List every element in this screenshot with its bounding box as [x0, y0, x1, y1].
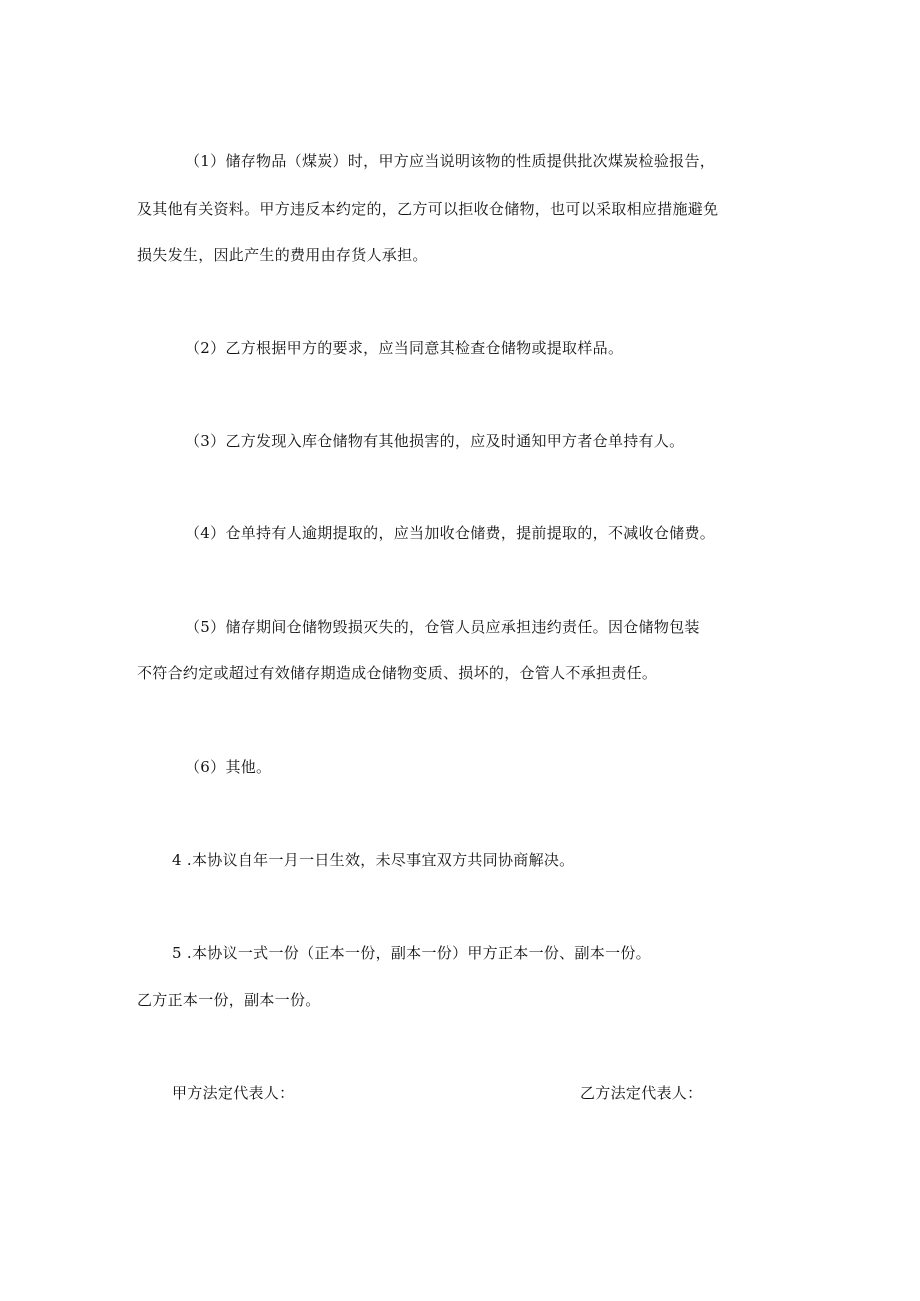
clause-5-line-2: 不符合约定或超过有效储存期造成仓储物变质、损坏的，仓管人不承担责任。 [137, 664, 658, 682]
item-5-line-1: 5 .本协议一式一份（正本一份，副本一份）甲方正本一份、副本一份。 [172, 944, 651, 962]
clause-1-line-1: （1）储存物品（煤炭）时，甲方应当说明该物的性质提供批次煤炭检验报告， [185, 152, 716, 170]
clause-5-line-1: （5）储存期间仓储物毁损灭失的，仓管人员应承担违约责任。因仓储物包装 [185, 618, 700, 636]
party-b-signature-label: 乙方法定代表人： [580, 1084, 703, 1102]
item-4: 4 .本协议自年一月一日生效，未尽事宜双方共同协商解决。 [172, 851, 575, 869]
clause-4: （4）仓单持有人逾期提取的，应当加收仓储费，提前提取的，不减收仓储费。 [185, 524, 716, 542]
clause-2: （2）乙方根据甲方的要求，应当同意其检查仓储物或提取样品。 [185, 339, 624, 357]
clause-6: （6）其他。 [185, 758, 272, 776]
clause-3: （3）乙方发现入库仓储物有其他损害的，应及时通知甲方者仓单持有人。 [185, 432, 685, 450]
item-5-line-2: 乙方正本一份，副本一份。 [137, 991, 321, 1009]
clause-1-line-2: 及其他有关资料。甲方违反本约定的，乙方可以拒收仓储物，也可以采取相应措施避免 [137, 200, 719, 218]
party-a-signature-label: 甲方法定代表人： [172, 1084, 295, 1102]
clause-1-line-3: 损失发生，因此产生的费用由存货人承担。 [137, 246, 428, 264]
